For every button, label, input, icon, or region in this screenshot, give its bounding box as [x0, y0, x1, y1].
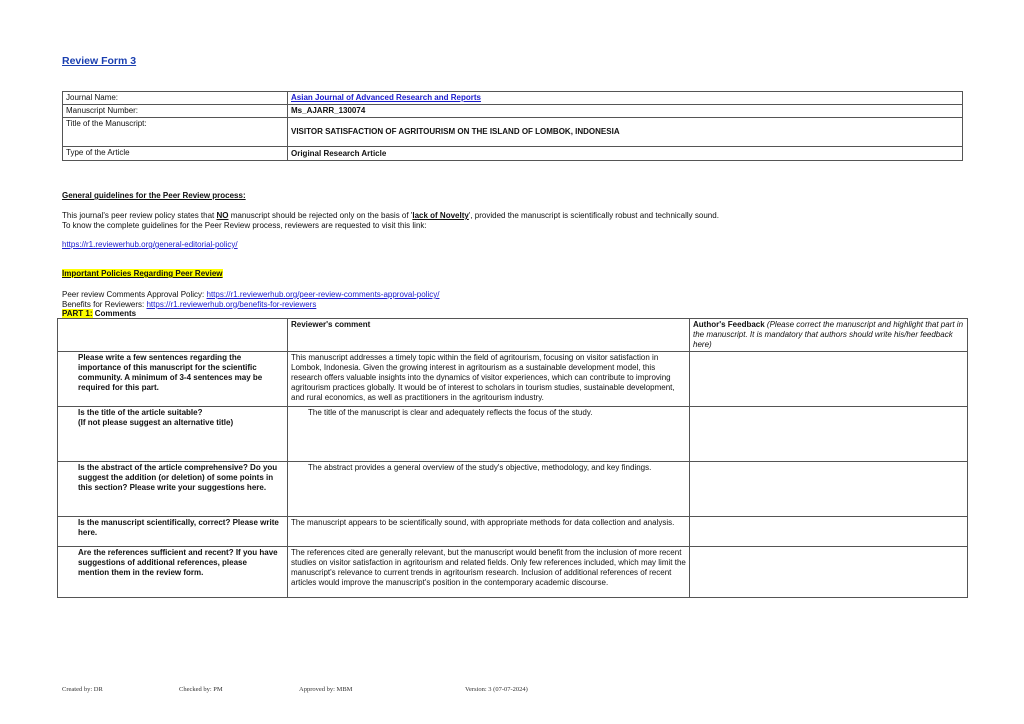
- reviewer-comment: The references cited are generally relevant, but the manuscript would benefit from the inclusion of more recent studies on visitor satisfaction in agritourism and related fields. Only few references included, which may limit the manuscript's relevance to current trends in agritourism research. Inclusion of additional references of recent articles would improve the manuscript's position in the contemporary academic discourse.: [288, 547, 690, 598]
- question: Is the manuscript scientifically, correct? Please write here.: [58, 517, 288, 547]
- table-row: [58, 517, 968, 547]
- reviewer-comment: The manuscript appears to be scientifically sound, with appropriate methods for data collection and analysis.: [288, 517, 690, 547]
- author-feedback-title: Author's Feedback: [693, 320, 765, 329]
- question: Is the title of the article suitable? (If not please suggest an alternative title): [58, 407, 288, 462]
- footer-version: Version: 3 (07-07-2024): [465, 686, 528, 693]
- footer-approved: Approved by: MBM: [299, 686, 353, 693]
- manuscript-info-table: [62, 91, 963, 161]
- author-feedback-cell[interactable]: [690, 547, 968, 598]
- question: Is the abstract of the article comprehensive? Do you suggest the addition (or deletion) of some points in this section? Please write your suggestions here.: [58, 462, 288, 517]
- journal-name-link[interactable]: Asian Journal of Advanced Research and Reports: [291, 93, 481, 102]
- author-feedback-cell[interactable]: [690, 352, 968, 407]
- comments-table: [57, 318, 968, 598]
- author-feedback-note: (Please correct the manuscript and highlight that part in the manuscript. It is mandatory that authors should write his/her feedback here): [693, 320, 964, 349]
- author-feedback-cell[interactable]: [690, 407, 968, 462]
- table-row: [58, 462, 968, 517]
- info-label: Type of the Article: [63, 147, 288, 161]
- approval-policy-link[interactable]: https://r1.reviewerhub.org/peer-review-comments-approval-policy/: [206, 290, 440, 299]
- footer-created: Created by: DR: [62, 686, 103, 693]
- editorial-policy-link[interactable]: https://r1.reviewerhub.org/general-editorial-policy/: [62, 240, 238, 249]
- policies-links: [62, 290, 439, 319]
- table-row: [58, 547, 968, 598]
- text: ', provided the manuscript is scientifically robust and technically sound.: [468, 211, 719, 220]
- manuscript-number: Ms_AJARR_130074: [288, 105, 963, 118]
- comments-header-row: [58, 319, 968, 352]
- footer-checked: Checked by: PM: [179, 686, 223, 693]
- info-row-title: [63, 118, 963, 147]
- page-title: Review Form 3: [62, 55, 137, 67]
- author-feedback-header: [690, 319, 968, 352]
- benefits-label: Benefits for Reviewers:: [62, 299, 147, 309]
- empty-cell: [58, 319, 288, 352]
- lack-of-novelty: lack of Novelty: [412, 211, 469, 220]
- info-label: Title of the Manuscript:: [63, 118, 288, 147]
- reviewer-comment: The abstract provides a general overview of the study's objective, methodology, and key findings.: [288, 462, 690, 517]
- info-row-journal: [63, 92, 963, 105]
- reviewer-comment: This manuscript addresses a timely topic within the field of agritourism, focusing on visitor satisfaction in Lombok, Indonesia. Given the growing interest in agritourism as a sustainable development model, this research offers valuable insights into the dynamics of visitor experiences, which can contribute to improving agritourism practices globally. It would be of interest to scholars in tourism studies, sustainable development, and rural economics, as well as practitioners in the agritourism industry.: [288, 352, 690, 407]
- question: Are the references sufficient and recent? If you have suggestions of additional references, please mention them in the review form.: [58, 547, 288, 598]
- author-feedback-cell[interactable]: [690, 517, 968, 547]
- approval-label: Peer review Comments Approval Policy:: [62, 290, 207, 299]
- benefits-link[interactable]: https://r1.reviewerhub.org/benefits-for-reviewers: [146, 299, 317, 309]
- table-row: [58, 352, 968, 407]
- question: Please write a few sentences regarding the importance of this manuscript for the scientific community. A minimum of 3-4 sentences may be required for this part.: [58, 352, 288, 407]
- text: This journal's peer review policy states that: [62, 211, 217, 220]
- table-row: [58, 407, 968, 462]
- guidelines-link-intro: To know the complete guidelines for the Peer Review process, reviewers are requested to visit this link:: [62, 220, 427, 230]
- part-title: Comments: [92, 309, 137, 318]
- article-type: Original Research Article: [288, 147, 963, 161]
- reviewer-comment-header: Reviewer's comment: [288, 319, 690, 352]
- part-label: PART 1:: [62, 309, 93, 318]
- policies-heading: Important Policies Regarding Peer Review: [62, 269, 223, 278]
- info-label: Manuscript Number:: [63, 105, 288, 118]
- guidelines-text: [62, 211, 719, 230]
- info-label: Journal Name:: [63, 92, 288, 105]
- no-emphasis: NO: [216, 211, 229, 220]
- info-row-type: [63, 147, 963, 161]
- guidelines-heading: General guidelines for the Peer Review process:: [62, 191, 246, 200]
- info-row-number: [63, 105, 963, 118]
- reviewer-comment: The title of the manuscript is clear and adequately reflects the focus of the study.: [288, 407, 690, 462]
- text: manuscript should be rejected only on the basis of ': [228, 211, 413, 220]
- manuscript-title: VISITOR SATISFACTION OF AGRITOURISM ON THE ISLAND OF LOMBOK, INDONESIA: [288, 118, 963, 147]
- author-feedback-cell[interactable]: [690, 462, 968, 517]
